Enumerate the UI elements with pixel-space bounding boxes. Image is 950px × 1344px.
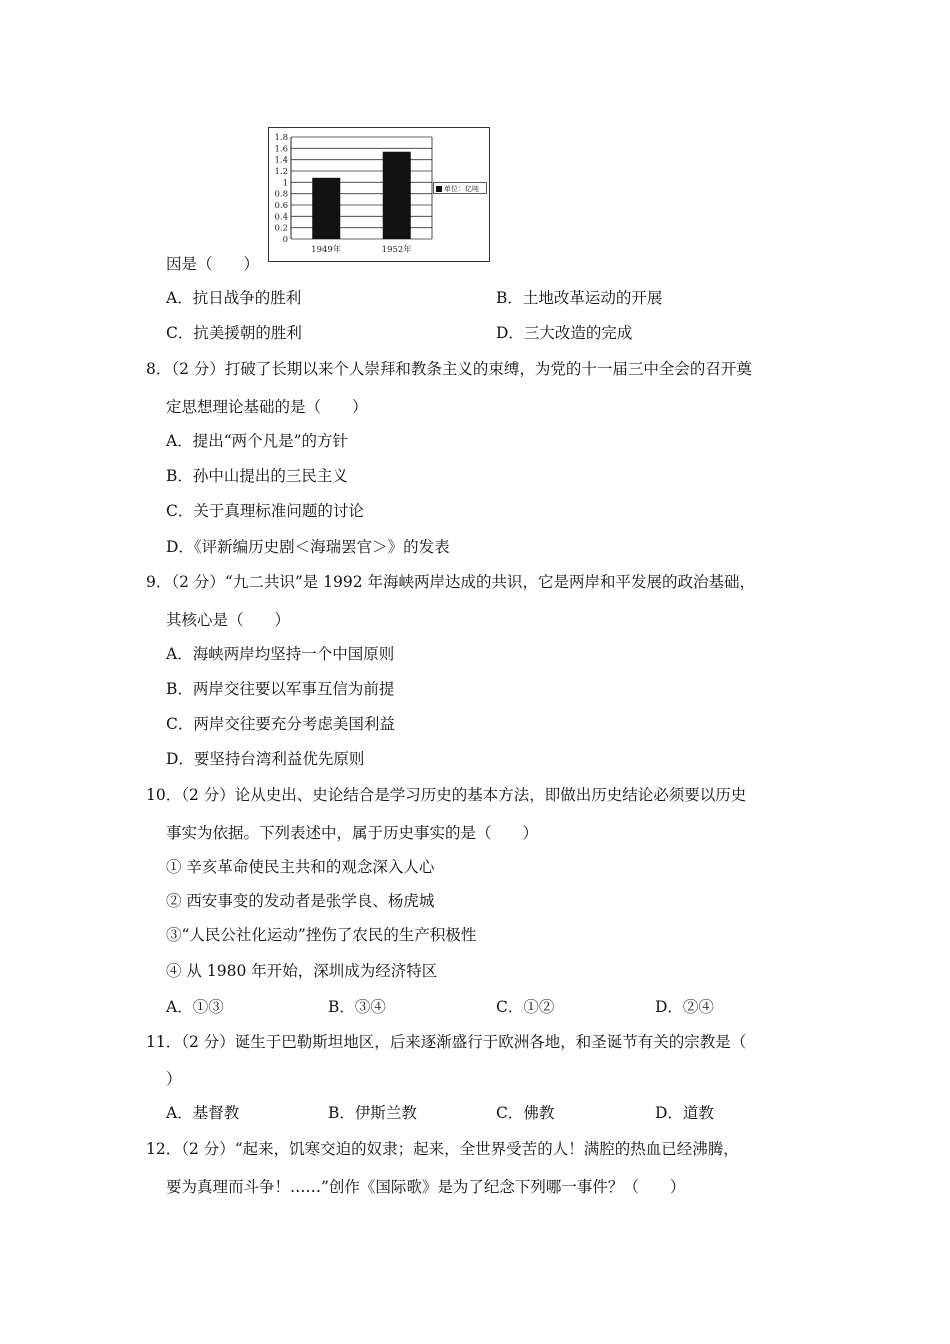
q8-stem-line2: 定思想理论基础的是（ ） (166, 398, 368, 416)
bar-chart (268, 127, 490, 262)
y-tick-label: 0 (282, 235, 288, 245)
q8-option-a: A．提出“两个凡是”的方针 (166, 432, 349, 450)
q10-option-b: B．③④ (328, 998, 386, 1016)
x-tick-label: 1949年 (311, 245, 342, 255)
chart-legend (433, 182, 487, 194)
y-tick-label: 0.6 (274, 201, 288, 211)
q8-stem-line1: 8．（2 分）打破了长期以来个人崇拜和教条主义的束缚，为党的十一届三中全会的召开奠 (146, 360, 752, 378)
q11-option-a: A．基督教 (166, 1104, 240, 1122)
q11-option-b: B．伊斯兰教 (328, 1104, 417, 1122)
q10-statement-4: ④ 从 1980 年开始，深圳成为经济特区 (166, 962, 438, 980)
bar (312, 178, 340, 239)
q10-statement-3: ③“人民公社化运动”挫伤了农民的生产积极性 (166, 926, 477, 944)
q10-option-c: C．①② (496, 998, 555, 1016)
q11-option-c: C．佛教 (496, 1104, 555, 1122)
q7-option-c: C．抗美援朝的胜利 (166, 324, 302, 342)
q10-option-a: A．①③ (166, 998, 224, 1016)
y-tick-label: 0.2 (274, 223, 288, 234)
y-tick-label: 1.8 (274, 133, 288, 143)
q9-stem-line2: 其核心是（ ） (166, 611, 291, 629)
q7-option-b: B．土地改革运动的开展 (496, 289, 663, 307)
y-tick-label: 0.4 (274, 212, 288, 223)
q7-option-d: D．三大改造的完成 (496, 324, 633, 342)
q11-stem-line1: 11．（2 分）诞生于巴勒斯坦地区，后来逐渐盛行于欧洲各地，和圣诞节有关的宗教是（ (146, 1033, 747, 1051)
legend-label: 单位：亿吨 (444, 185, 479, 193)
q9-option-a: A．海峡两岸均坚持一个中国原则 (166, 645, 395, 663)
q12-stem-line1: 12．（2 分）“起来，饥寒交迫的奴隶；起来，全世界受苦的人！满腔的热血已经沸腾， (146, 1140, 739, 1158)
y-tick-label: 1.6 (274, 144, 288, 155)
q10-stem-line2: 事实为依据。下列表述中，属于历史事实的是（ ） (166, 824, 539, 842)
q7-stem-tail: 因是（ ） (166, 255, 260, 273)
q12-stem-line2: 要为真理而斗争！……”创作《国际歌》是为了纪念下列哪一事件？（ ） (166, 1178, 686, 1196)
q8-option-b: B．孙中山提出的三民主义 (166, 467, 348, 485)
q10-option-d: D．②④ (655, 998, 714, 1016)
y-tick-label: 1 (282, 178, 288, 189)
q9-option-c: C．两岸交往要充分考虑美国利益 (166, 715, 395, 733)
y-tick-label: 0.8 (274, 189, 288, 200)
bar (383, 152, 411, 239)
q8-option-d: D．《评新编历史剧＜海瑞罢官＞》的发表 (166, 538, 450, 556)
q8-option-c: C．关于真理标准问题的讨论 (166, 502, 364, 520)
bar-chart-svg (269, 128, 491, 263)
y-tick-label: 1.4 (274, 155, 288, 166)
q9-option-d: D．要坚持台湾利益优先原则 (166, 750, 365, 768)
q7-option-a: A．抗日战争的胜利 (166, 289, 302, 307)
y-tick-label: 1.2 (274, 167, 288, 177)
q10-statement-1: ① 辛亥革命使民主共和的观念深入人心 (166, 858, 435, 876)
q10-statement-2: ② 西安事变的发动者是张学良、杨虎城 (166, 892, 435, 910)
q10-stem-line1: 10．（2 分）论从史出、史论结合是学习历史的基本方法，即做出历史结论必须要以历史 (146, 786, 747, 804)
legend-swatch (436, 186, 442, 192)
q11-stem-line2: ） (166, 1070, 182, 1088)
q11-option-d: D．道教 (655, 1104, 714, 1122)
q9-stem-line1: 9．（2 分）“九二共识”是 1992 年海峡两岸达成的共识，它是两岸和平发展的政治基础， (146, 573, 756, 591)
q9-option-b: B．两岸交往要以军事互信为前提 (166, 680, 395, 698)
x-tick-label: 1952年 (381, 245, 412, 255)
